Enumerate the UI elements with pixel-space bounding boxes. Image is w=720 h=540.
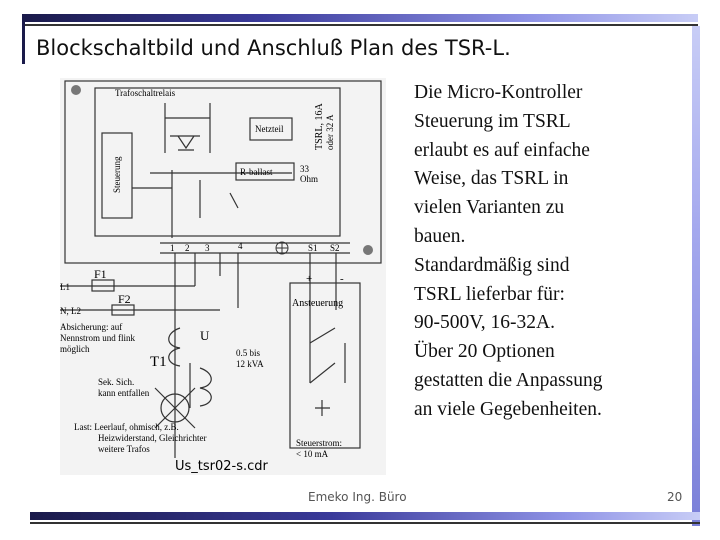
top-decor-line [22, 24, 698, 26]
slide-title: Blockschaltbild und Anschluß Plan des TSR-L. [36, 36, 511, 60]
label-netzteil: Netzteil [255, 124, 284, 134]
bottom-decor-bar [30, 512, 700, 520]
terminal-2: 2 [185, 243, 190, 253]
label-steuerung: Steuerung [112, 156, 122, 193]
label-filename: Us_tsr02-s.cdr [175, 459, 268, 474]
description-line: erlaubt es auf einfache [414, 139, 590, 161]
label-absicherung-2: Nennstrom und flink [60, 333, 135, 343]
label-sek-1: Sek. Sich. [98, 377, 135, 387]
left-decor-tick [22, 14, 25, 64]
label-last-1: Last: Leerlauf, ohmisch, z.B. [74, 422, 179, 432]
label-u: U [200, 328, 210, 343]
description-line: TSRL lieferbar für: [414, 283, 565, 305]
label-r-ballast: R-ballast [240, 167, 273, 177]
label-last-2: Heizwiderstand, Gleichrichter [98, 433, 207, 443]
description-line: vielen Varianten zu [414, 197, 565, 219]
label-tsrl-rating-1: TSRL, 16A [314, 103, 325, 150]
label-plus: + [306, 273, 313, 285]
label-sek-2: kann entfallen [98, 388, 150, 398]
description-line: Weise, das TSRL in [414, 168, 569, 190]
label-absicherung-1: Absicherung: auf [60, 322, 123, 332]
label-absicherung-3: möglich [60, 344, 90, 354]
terminal-4: 4 [238, 241, 243, 251]
label-l1: L1 [60, 282, 70, 292]
label-ohm-1: 33 [300, 164, 309, 174]
label-tsrl-rating-2: oder 32 A [325, 114, 335, 150]
page-number: 20 [667, 490, 683, 504]
terminal-1: 1 [170, 243, 175, 253]
description-line: Über 20 Optionen [414, 341, 555, 363]
label-power-2: 12 kVA [236, 359, 264, 369]
description-line: an viele Gegebenheiten. [414, 398, 602, 420]
label-last-3: weitere Trafos [98, 444, 150, 454]
footer-company: Emeko Ing. Büro [308, 490, 407, 504]
terminal-s2: S2 [330, 243, 340, 253]
description-text [414, 79, 684, 425]
label-ohm-2: Ohm [300, 174, 318, 184]
label-n-l2: N, L2 [60, 306, 81, 316]
description-line: bauen. [414, 225, 466, 247]
top-decor-bar [22, 14, 698, 22]
terminal-3: 3 [205, 243, 210, 253]
terminal-s1: S1 [308, 243, 318, 253]
label-steuerstrom-2: < 10 mA [296, 449, 329, 459]
description-line: Steuerung im TSRL [414, 110, 571, 132]
circuit-diagram [60, 78, 386, 475]
description-line: gestatten die Anpassung [414, 369, 603, 391]
label-f1: F1 [94, 267, 107, 281]
label-steuerstrom-1: Steuerstrom: [296, 438, 342, 448]
label-f2: F2 [118, 292, 131, 306]
label-ansteuerung: Ansteuerung [292, 298, 344, 309]
label-t1: T1 [150, 354, 167, 370]
right-decor-bar [692, 26, 700, 526]
label-minus: - [340, 273, 344, 285]
description-line: 90-500V, 16-32A. [414, 312, 556, 334]
label-trafoschaltrelais: Trafoschaltrelais [115, 88, 176, 98]
description-line: Die Micro-Kontroller [414, 82, 583, 103]
label-power-1: 0.5 bis [236, 348, 261, 358]
bottom-decor-line [30, 522, 700, 524]
description-line: Standardmäßig sind [414, 254, 570, 276]
